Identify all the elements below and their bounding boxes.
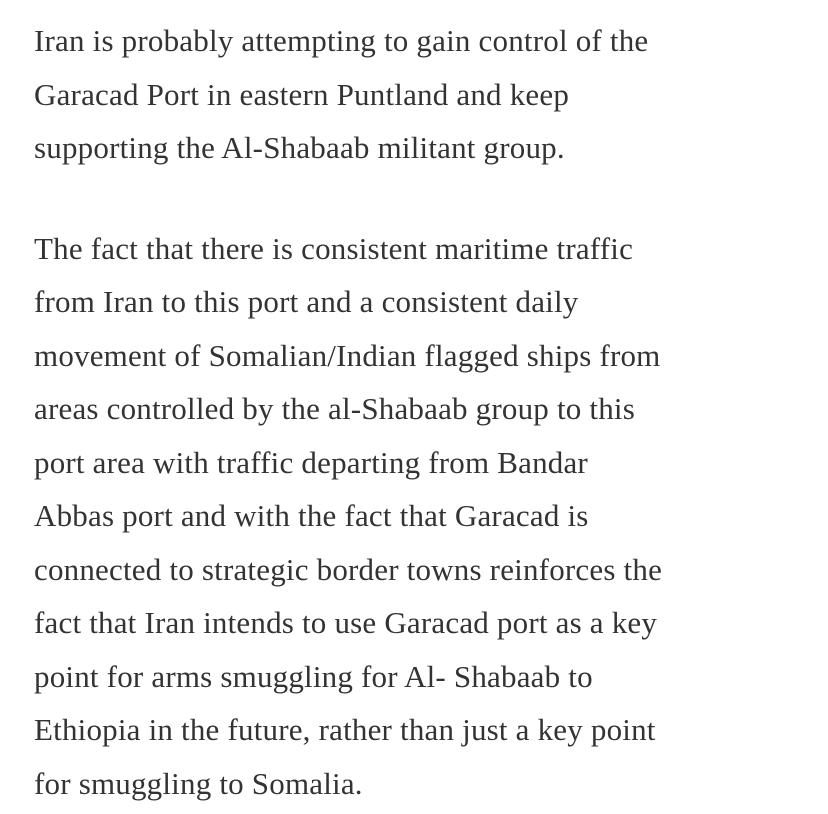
text-line: Abbas port and with the fact that Garacad is — [34, 498, 589, 533]
paragraph-analysis — [34, 222, 804, 811]
text-line: movement of Somalian/Indian flagged ships from — [34, 337, 661, 373]
text-line: point for arms smuggling for Al- Shabaab to — [34, 658, 593, 694]
text-line: port area with traffic departing from Bandar — [34, 444, 588, 480]
text-line: for smuggling to Somalia. — [34, 765, 363, 801]
text-line: supporting the Al-Shabaab militant group. — [34, 130, 565, 165]
text-line: Ethiopia in the future, rather than just a key point — [34, 712, 656, 747]
article-body — [34, 14, 804, 810]
text-line: The fact that there is consistent maritime traffic — [34, 230, 634, 266]
text-line: fact that Iran intends to use Garacad port as a key — [34, 605, 658, 640]
text-line: connected to strategic border towns reinforces the — [34, 551, 663, 587]
text-line: areas controlled by the al-Shabaab group to this — [34, 391, 636, 426]
paragraph-intro — [34, 14, 804, 175]
text-line: from Iran to this port and a consistent daily — [34, 284, 579, 319]
text-line: Iran is probably attempting to gain control of the — [34, 23, 649, 58]
paragraph-spacer — [34, 175, 804, 222]
text-line: Garacad Port in eastern Puntland and keep — [34, 76, 570, 112]
